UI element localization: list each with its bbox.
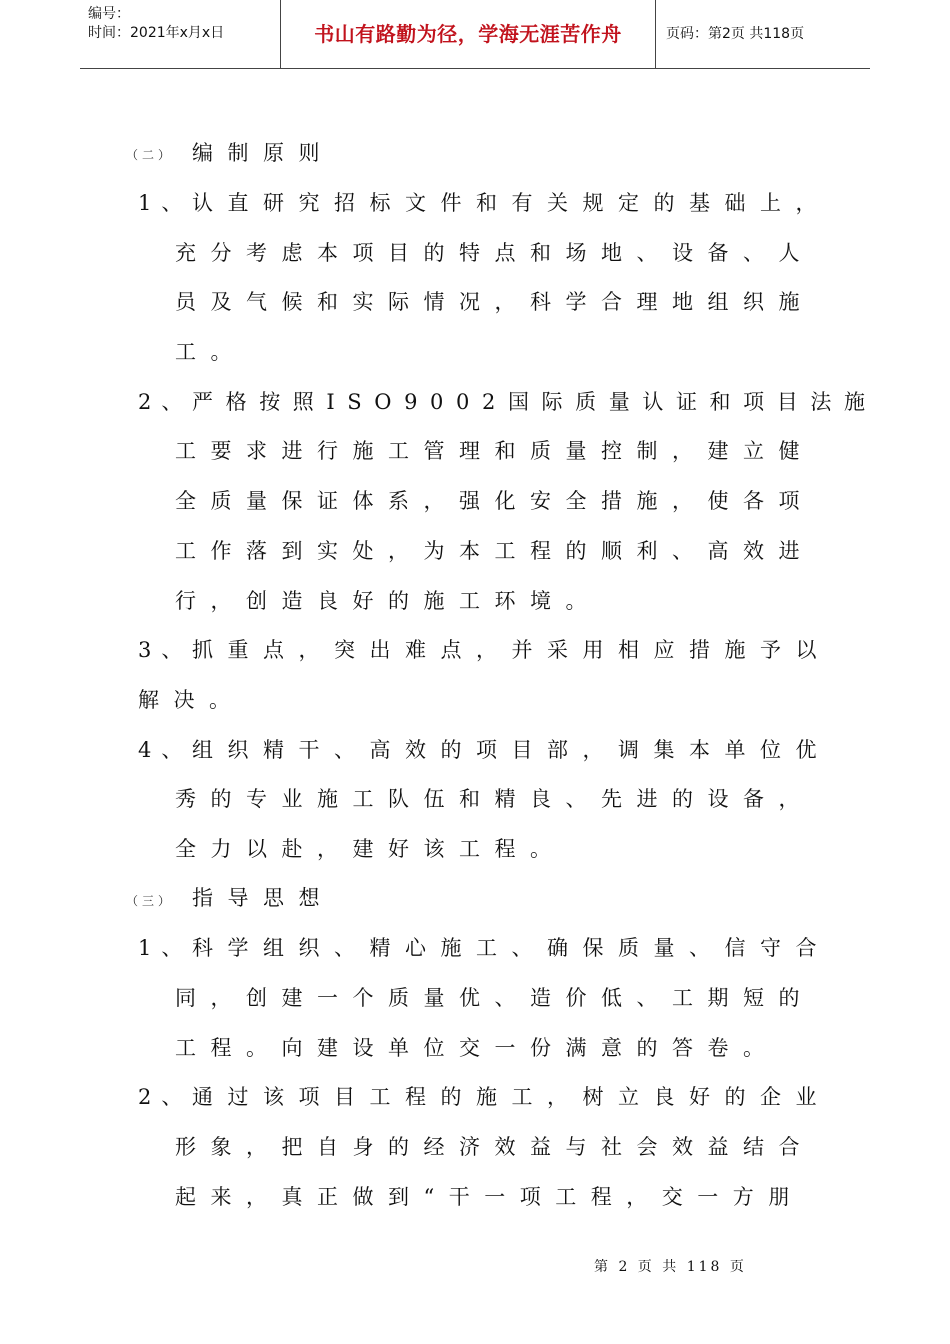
paragraph-line: 员及气候和实际情况，科学合理地组织施 — [175, 290, 814, 314]
paragraph-line: 通过该项目工程的施工，树立良好的企业 — [192, 1085, 831, 1109]
section-title: 指导思想 — [192, 886, 334, 910]
header-motto: 书山有路勤为径，学海无涯苦作舟 — [314, 22, 622, 46]
section-label: （二） — [126, 148, 175, 162]
paragraph-line: 科学组织、精心施工、确保质量、信守合 — [192, 936, 831, 960]
paragraph-line: 同，创建一个质量优、造价低、工期短的 — [175, 986, 814, 1010]
paragraph-line: 工程。向建设单位交一份满意的答卷。 — [175, 1036, 779, 1060]
section-title: 编制原则 — [192, 141, 334, 165]
doc-number-label: 编号： — [88, 6, 130, 22]
section-label: （三） — [126, 894, 175, 908]
item-number: 1、 — [138, 191, 193, 215]
header-page-info: 页码：第2页 共118页 — [666, 26, 805, 42]
paragraph-line: 工作落到实处，为本工程的顺利、高效进 — [175, 539, 814, 563]
paragraph-line: 解决。 — [138, 688, 245, 712]
paragraph-line: 行，创造良好的施工环境。 — [175, 589, 601, 613]
paragraph-line: 工。 — [175, 340, 246, 364]
item-number: 1、 — [138, 936, 193, 960]
paragraph-line: 全力以赴，建好该工程。 — [175, 837, 566, 861]
header-divider — [655, 0, 656, 68]
page-footer: 第 2 页 共 118 页 — [594, 1259, 747, 1275]
paragraph-line: 严格按照ISO9002国际质量认证和项目法施 — [192, 390, 878, 414]
paragraph-line: 起来，真正做到“干一项工程，交一方朋 — [175, 1185, 804, 1209]
paragraph-line: 抓重点，突出难点，并采用相应措施予以 — [192, 638, 831, 662]
paragraph-line: 工要求进行施工管理和质量控制，建立健 — [175, 439, 814, 463]
paragraph-line: 认直研究招标文件和有关规定的基础上， — [192, 191, 831, 215]
paragraph-line: 形象，把自身的经济效益与社会效益结合 — [175, 1135, 814, 1159]
item-number: 4、 — [138, 738, 193, 762]
date-label: 时间：2021年x月x日 — [88, 25, 225, 41]
item-number: 3、 — [138, 638, 193, 662]
item-number: 2、 — [138, 390, 193, 414]
paragraph-line: 组织精干、高效的项目部，调集本单位优 — [192, 738, 831, 762]
document-header — [80, 0, 870, 69]
paragraph-line: 秀的专业施工队伍和精良、先进的设备， — [175, 787, 814, 811]
item-number: 2、 — [138, 1085, 193, 1109]
paragraph-line: 充分考虑本项目的特点和场地、设备、人 — [175, 241, 814, 265]
paragraph-line: 全质量保证体系，强化安全措施，使各项 — [175, 489, 814, 513]
header-meta — [80, 0, 280, 68]
